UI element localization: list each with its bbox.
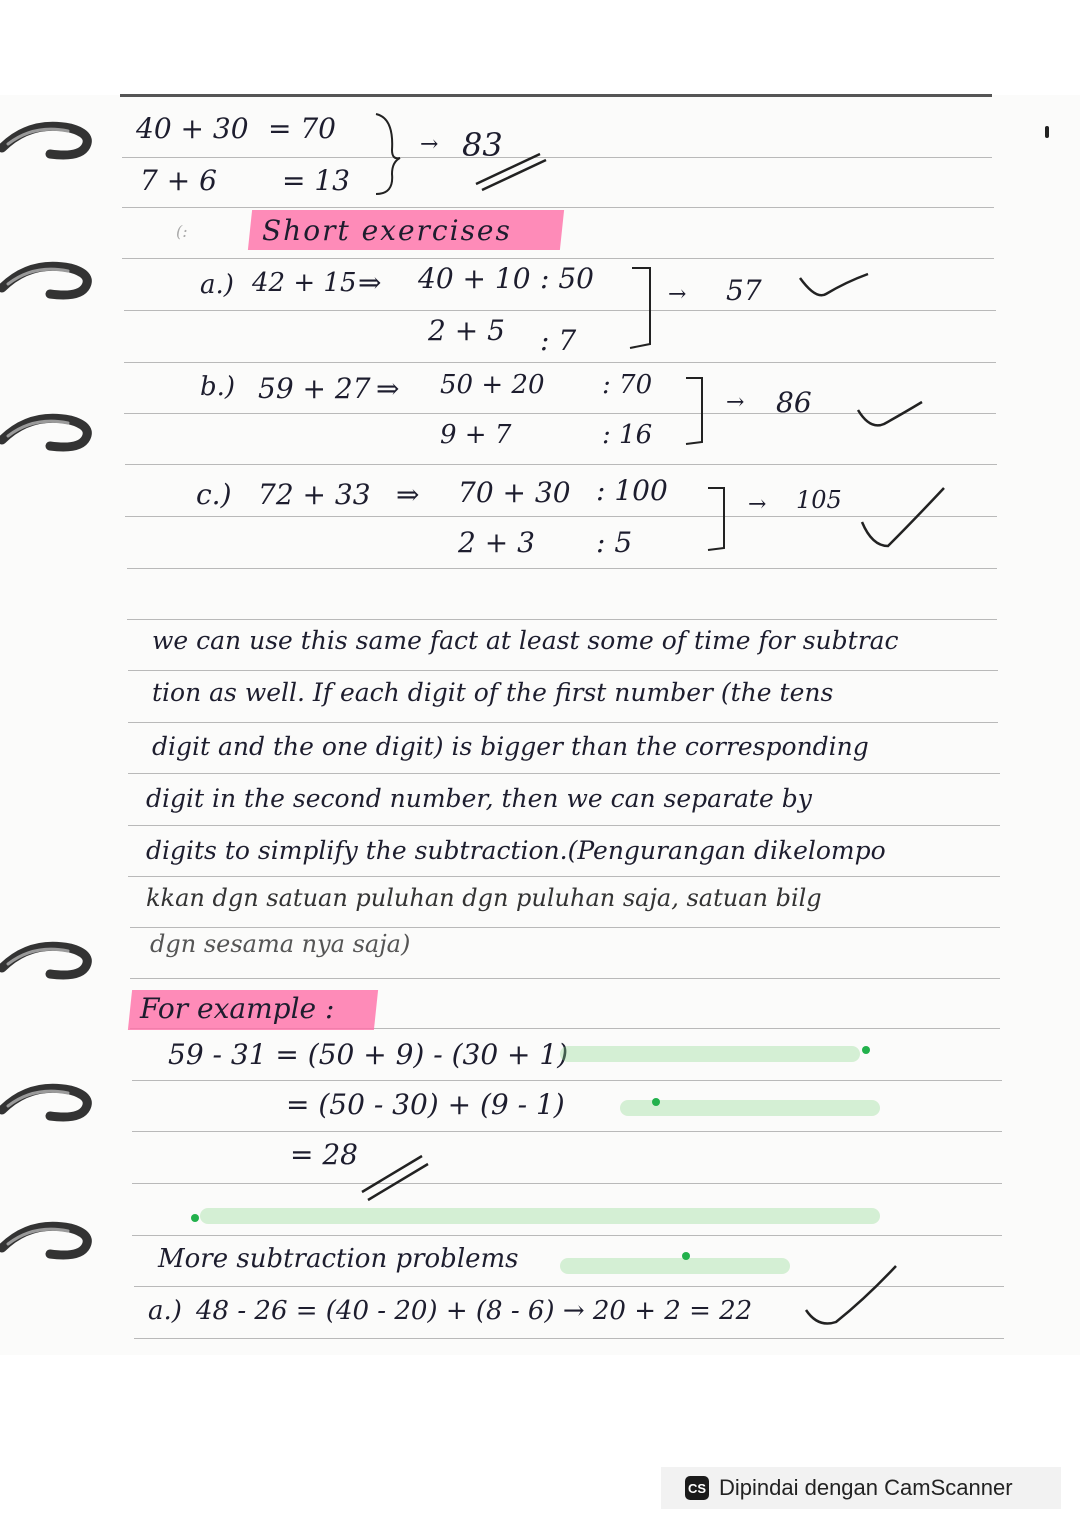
ink-bleed xyxy=(200,1208,880,1224)
example-line-3: = 28 xyxy=(290,1138,358,1171)
binder-ring xyxy=(0,938,95,984)
watermark-text: Dipindai dengan CamScanner xyxy=(719,1475,1013,1500)
exercise-b-step1: 50 + 20 xyxy=(440,370,545,400)
exercise-c-eq1: : 100 xyxy=(596,474,668,507)
exercise-b-problem: 59 + 27 xyxy=(258,372,371,405)
exercise-a-label: a.) xyxy=(200,270,234,300)
faint-bullet: (: xyxy=(176,222,188,241)
exercise-c-implies: ⇒ xyxy=(396,478,420,511)
exercise-b-step2: 9 + 7 xyxy=(440,420,512,450)
checkmark-icon xyxy=(858,484,948,554)
more-problems-heading: More subtraction problems xyxy=(158,1244,519,1274)
paragraph-line: dgn sesama nya saja) xyxy=(150,930,411,958)
exercise-b-implies: ⇒ xyxy=(376,372,400,405)
exercise-c-label: c.) xyxy=(196,478,232,511)
checkmark-icon xyxy=(796,266,872,306)
top-sum-eq2: = 13 xyxy=(282,164,350,197)
paragraph-line: tion as well. If each digit of the first number (the tens xyxy=(152,678,834,707)
paragraph-line: kkan dgn satuan puluhan dgn puluhan saja, satuan bilg xyxy=(146,884,822,912)
top-sum-line2: 7 + 6 xyxy=(140,164,217,197)
camscanner-logo-icon: CS xyxy=(685,1476,709,1500)
example-line-1: 59 - 31 = (50 + 9) - (30 + 1) xyxy=(168,1038,569,1071)
ink-dot xyxy=(652,1098,660,1106)
exercise-a-eq1: : 50 xyxy=(540,262,594,295)
binder-ring xyxy=(0,1080,95,1126)
double-underline-icon xyxy=(470,148,550,192)
ink-bleed xyxy=(560,1258,790,1274)
more-problem-label: a.) xyxy=(148,1296,182,1326)
exercise-b-result: 86 xyxy=(776,386,812,419)
page-top-edge xyxy=(120,94,992,97)
checkmark-icon xyxy=(854,396,926,436)
example-line-2: = (50 - 30) + (9 - 1) xyxy=(286,1088,565,1121)
double-underline-icon xyxy=(356,1148,432,1204)
short-exercises-heading: Short exercises xyxy=(262,214,512,247)
paragraph-line: we can use this same fact at least some of time for subtrac xyxy=(152,626,899,655)
ink-dot xyxy=(682,1252,690,1260)
exercise-c-arrow: → xyxy=(748,492,767,517)
camscanner-watermark xyxy=(661,1467,1061,1509)
bracket-icon xyxy=(370,110,410,198)
exercise-b-eq2: : 16 xyxy=(602,420,653,450)
exercise-b-label: b.) xyxy=(200,372,236,402)
top-sum-arrow: → xyxy=(420,132,439,157)
bracket-icon xyxy=(682,374,712,450)
exercise-a-problem: 42 + 15 xyxy=(252,268,357,298)
exercise-c-problem: 72 + 33 xyxy=(258,478,371,511)
exercise-b-arrow: → xyxy=(726,390,745,415)
exercise-c-step2: 2 + 3 xyxy=(458,526,535,559)
more-problem-text: 48 - 26 = (40 - 20) + (8 - 6) → 20 + 2 = 22 xyxy=(196,1296,753,1326)
paragraph-line: digit and the one digit) is bigger than the corresponding xyxy=(152,732,869,761)
exercise-a-step2: 2 + 5 xyxy=(428,314,505,347)
checkmark-icon xyxy=(800,1262,900,1332)
binder-ring xyxy=(0,258,95,304)
stray-mark xyxy=(1045,126,1049,138)
binder-ring xyxy=(0,410,95,456)
bracket-icon xyxy=(626,264,656,354)
exercise-a-implies: ⇒ xyxy=(358,266,382,299)
binder-ring xyxy=(0,1218,95,1264)
top-sum-line1: 40 + 30 xyxy=(136,112,249,145)
top-sum-result: 83 xyxy=(462,126,503,164)
example-heading: For example : xyxy=(140,992,335,1025)
exercise-c-result: 105 xyxy=(796,486,842,514)
exercise-a-eq2: : 7 xyxy=(540,324,577,357)
exercise-b-eq1: : 70 xyxy=(602,370,653,400)
ink-dot xyxy=(191,1214,199,1222)
exercise-a-result: 57 xyxy=(726,274,762,307)
exercise-a-step1: 40 + 10 xyxy=(418,262,531,295)
top-sum-eq1: = 70 xyxy=(268,112,336,145)
bracket-icon xyxy=(704,484,734,556)
exercise-c-eq2: : 5 xyxy=(596,526,633,559)
paragraph-line: digit in the second number, then we can separate by xyxy=(146,784,812,813)
exercise-a-arrow: → xyxy=(668,282,687,307)
ink-bleed xyxy=(560,1046,860,1062)
binder-ring xyxy=(0,118,95,164)
paragraph-line: digits to simplify the subtraction.(Pengurangan dikelompo xyxy=(146,836,886,865)
ink-dot xyxy=(862,1046,870,1054)
exercise-c-step1: 70 + 30 xyxy=(458,476,571,509)
